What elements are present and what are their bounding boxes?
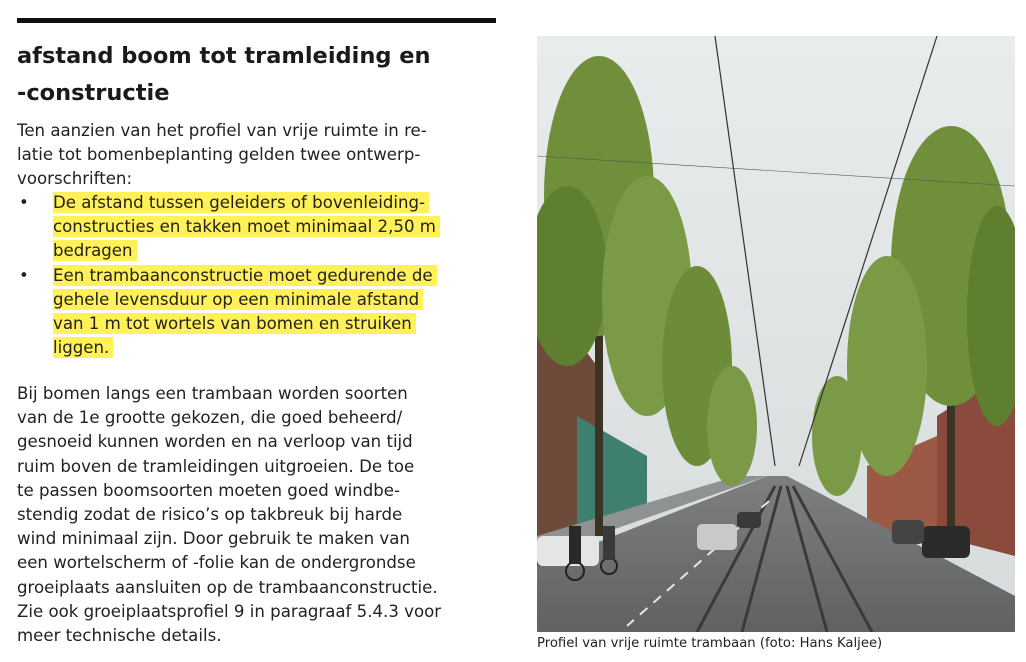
intro-line: voorschriften: (17, 169, 133, 189)
requirement-item (17, 264, 501, 361)
body-line: Zie ook groeiplaatsprofiel 9 in paragraaf 5.4.3 voor (17, 601, 442, 621)
requirement-line: liggen. (53, 338, 110, 358)
requirement-line: constructies en takken moet minimaal 2,50 m (53, 217, 436, 237)
body-line: van de 1e grootte gekozen, die goed beheerd/ (17, 408, 403, 428)
body-line: groeiplaats aansluiten op de trambaanconstructie. (17, 577, 438, 597)
requirement-line: gehele levensduur op een minimale afstand (53, 289, 420, 309)
requirement-item (17, 191, 501, 264)
body-line: ruim boven de tramleidingen uitgroeien. De toe (17, 456, 415, 476)
photo-caption: Profiel van vrije ruimte trambaan (foto: Hans Kaljee) (537, 636, 883, 651)
body-line: meer technische details. (17, 626, 222, 646)
body-line: stendig zodat de risico’s op takbreuk bij harde (17, 505, 403, 525)
top-rule (17, 18, 496, 23)
tram-street-illustration (537, 36, 1015, 632)
intro-line: latie tot bomenbeplanting gelden twee ontwerp- (17, 145, 421, 165)
body-line: gesnoeid kunnen worden en na verloop van tijd (17, 432, 413, 452)
bullet-icon: • (19, 193, 29, 212)
body-line: Bij bomen langs een trambaan worden soorten (17, 384, 408, 403)
street-photo (537, 36, 1015, 632)
highlighted-text (53, 265, 437, 359)
bullet-icon: • (19, 265, 29, 285)
body-line: wind minimaal zijn. Door gebruik te maken van (17, 529, 410, 549)
body-line: een wortelscherm of -folie kan de ondergrondse (17, 553, 416, 573)
requirement-line: De afstand tussen geleiders of bovenleiding- (53, 193, 425, 212)
section-heading (17, 38, 497, 112)
requirements-list (17, 191, 501, 360)
requirement-line: Een trambaanconstructie moet gedurende de (53, 265, 433, 285)
heading-line-2: -constructie (17, 80, 170, 106)
heading-line-1: afstand boom tot tramleiding en (17, 43, 431, 69)
requirement-line: bedragen (53, 241, 133, 261)
body-line: te passen boomsoorten moeten goed windbe- (17, 480, 400, 500)
requirement-line: van 1 m tot wortels van bomen en struiken (53, 314, 412, 334)
intro-paragraph (17, 119, 501, 192)
body-paragraph (17, 382, 501, 648)
intro-line: Ten aanzien van het profiel van vrije ruimte in re- (17, 121, 427, 140)
highlighted-text (53, 192, 440, 261)
